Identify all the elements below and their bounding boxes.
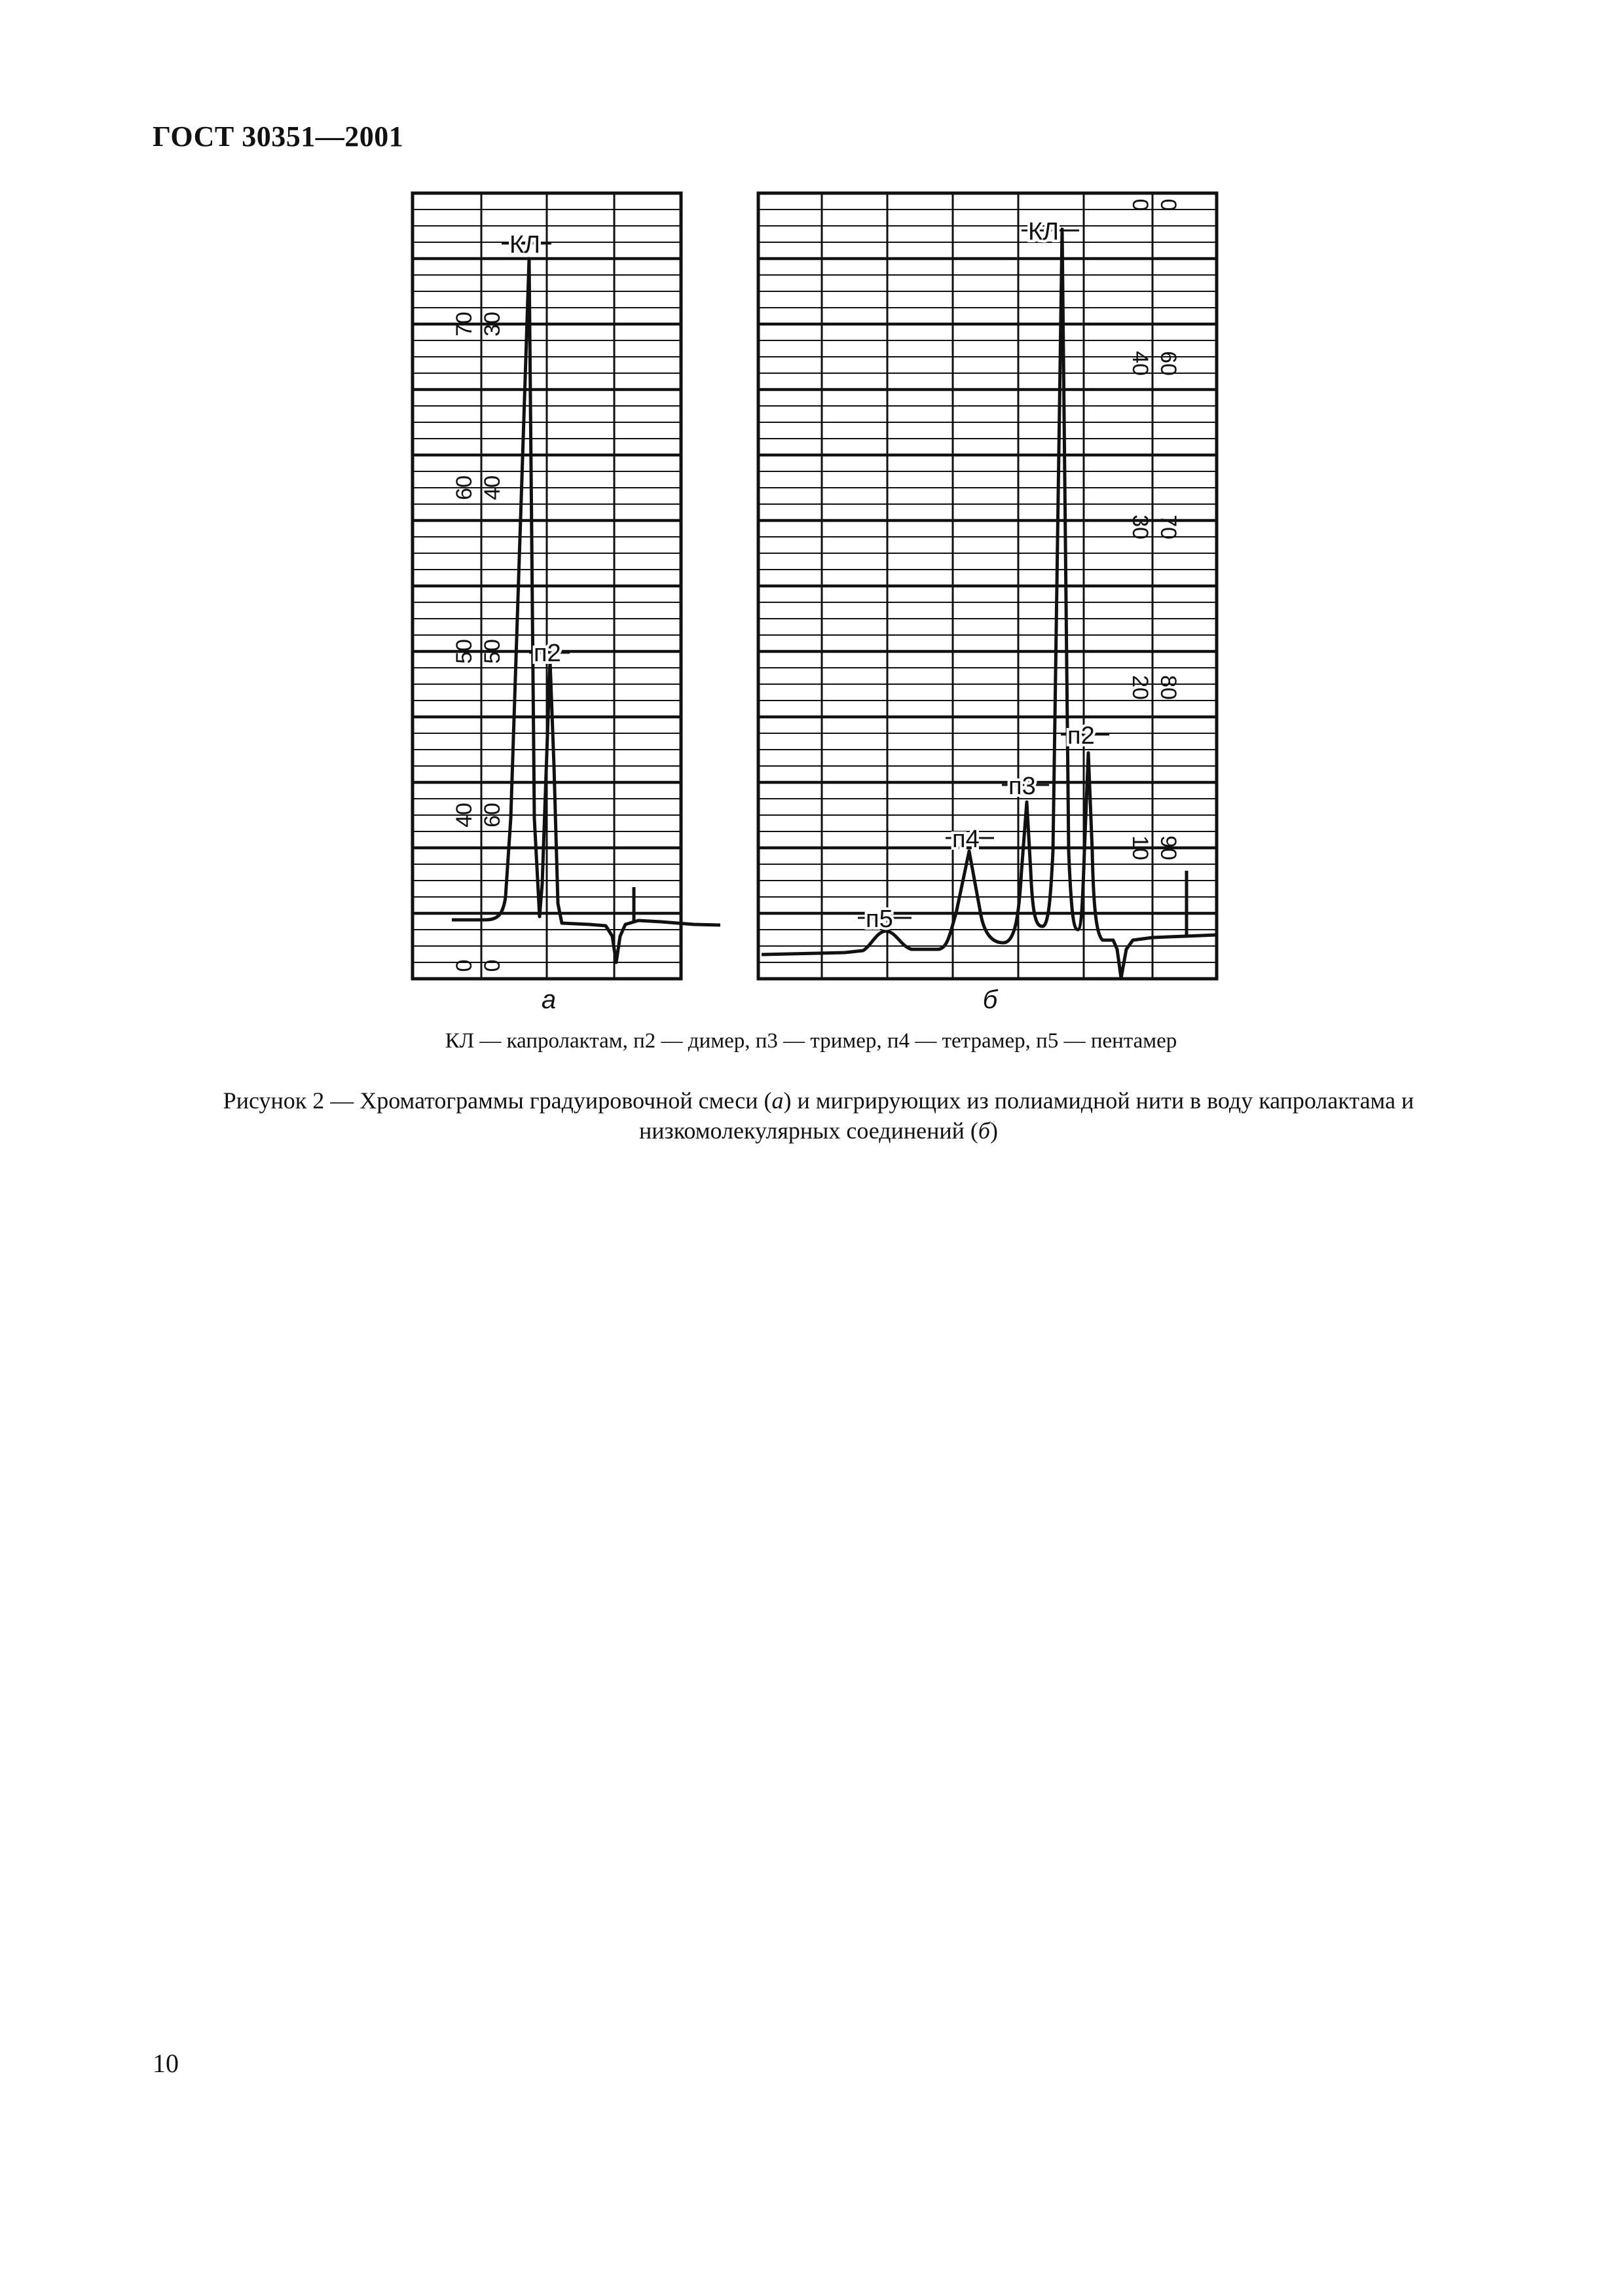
peak-label-kl-b bbox=[1022, 218, 1079, 246]
caption-middle: ) и мигрирующих из полиамидной нити в воду капролактама и низкомолекулярных соединений ( bbox=[639, 1087, 1414, 1144]
peak-label-n5-b bbox=[858, 905, 912, 933]
caption-ref-a: а bbox=[771, 1087, 784, 1114]
panel-a-grid bbox=[413, 193, 681, 979]
caption-ref-b: б bbox=[978, 1118, 990, 1144]
scale-label-outer-b: 30 bbox=[1128, 515, 1152, 539]
standard-header: ГОСТ 30351—2001 bbox=[153, 120, 404, 153]
peak-label-n3-b-text: п3 bbox=[1008, 773, 1036, 800]
scale-label-outer-b: 20 bbox=[1128, 675, 1152, 700]
panel-a bbox=[413, 193, 720, 1014]
scale-label-inner-b: 0 bbox=[1156, 198, 1181, 211]
scale-label-outer-a: 70 bbox=[452, 312, 477, 337]
caption-suffix: ) bbox=[990, 1118, 998, 1144]
scale-label-inner-b: 60 bbox=[1156, 351, 1181, 376]
scale-label-inner-a: 30 bbox=[480, 312, 505, 337]
scale-label-outer-b: 10 bbox=[1128, 835, 1152, 860]
peak-label-n2-b bbox=[1061, 722, 1109, 750]
scale-label-outer-a: 60 bbox=[452, 475, 477, 500]
chromatogram-figure bbox=[0, 0, 1622, 1021]
scale-label-outer-a: 0 bbox=[452, 959, 477, 972]
panel-b bbox=[758, 193, 1217, 1014]
peak-label-n2-a bbox=[529, 640, 570, 667]
panel-a-scale-labels bbox=[452, 312, 505, 972]
peak-label-n3-b bbox=[1002, 773, 1049, 800]
scale-label-inner-a: 50 bbox=[480, 639, 505, 664]
scale-label-outer-b: 40 bbox=[1128, 351, 1152, 376]
scale-label-inner-a: 0 bbox=[480, 959, 505, 972]
peak-label-n2-b-text: п2 bbox=[1067, 722, 1095, 750]
scale-label-inner-b: 80 bbox=[1156, 675, 1181, 700]
peak-label-kl-a-text: КЛ bbox=[509, 231, 541, 259]
peak-label-n4-b-text: п4 bbox=[952, 826, 980, 853]
scale-label-inner-b: 70 bbox=[1156, 515, 1181, 539]
peak-label-kl-b-text: КЛ bbox=[1028, 218, 1060, 246]
page-number: 10 bbox=[153, 2049, 179, 2078]
scale-label-inner-a: 40 bbox=[480, 475, 505, 500]
figure-legend: КЛ — капролактам, п2 — димер, п3 — тример, п4 — тетрамер, п5 — пентамер bbox=[445, 1029, 1177, 1053]
peak-label-n5-b-text: п5 bbox=[866, 905, 893, 933]
panel-b-letter: б bbox=[982, 985, 998, 1014]
scale-label-outer-b: 0 bbox=[1128, 198, 1152, 211]
scale-label-inner-b: 90 bbox=[1156, 835, 1181, 860]
scale-label-outer-a: 50 bbox=[452, 639, 477, 664]
panel-b-grid bbox=[758, 193, 1217, 979]
panel-b-scale-labels bbox=[1128, 199, 1181, 860]
caption-prefix: Рисунок 2 — Хроматограммы градуировочной смеси ( bbox=[223, 1087, 772, 1114]
figure-caption bbox=[196, 1085, 1441, 1146]
peak-label-n2-a-text: п2 bbox=[534, 640, 561, 667]
scale-label-inner-a: 60 bbox=[480, 803, 505, 828]
scale-label-outer-a: 40 bbox=[452, 803, 477, 828]
peak-label-kl-a bbox=[502, 231, 551, 259]
panel-a-letter: а bbox=[541, 985, 557, 1014]
chromatogram-trace-b bbox=[762, 229, 1217, 978]
